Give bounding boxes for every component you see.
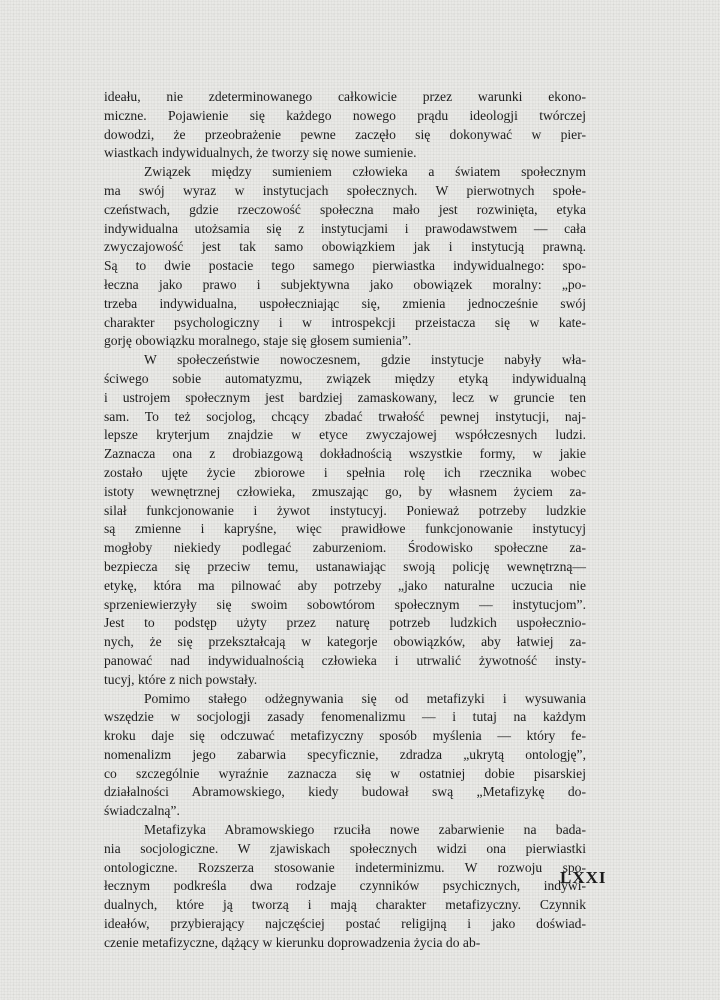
text-line: ściwego sobie automatyzmu, związek między etyką indywidualną	[104, 370, 586, 386]
text-line: łecznym podkreśla dwa rodzaje czynników psychicznych, indywi-	[104, 878, 586, 894]
text-line: sam. To też socjolog, chcący zbadać trwałość pewnej instytucji, naj-	[104, 408, 586, 424]
text-line: silał funkcjonowanie i żywot instytucyj. Ponieważ potrzeby ludzkie	[104, 502, 586, 518]
paragraph	[104, 88, 586, 163]
text-line: zwyczajowość jest tak samo obowiązkiem jak i instytucją prawną.	[104, 239, 586, 255]
text-line: czeństwach, gdzie rzeczowość społeczna mało jest rozwinięta, etyka	[104, 201, 586, 217]
text-line: gorję obowiązku moralnego, staje się głosem sumienia”.	[104, 333, 412, 349]
text-line: łeczna jako prawo i subjektywna jako obowiązek moralny: „po-	[104, 276, 586, 292]
text-line: ideałów, przybierający najczęściej postać religijną i jako doświad-	[104, 916, 586, 932]
text-line: działalności Abramowskiego, kiedy budował swą „Metafizykę do-	[104, 784, 586, 800]
page-number: LXXI	[560, 868, 607, 887]
text-line: nomenalizm jego zabarwia specyficznie, zdradza „ukrytą ontologję”,	[104, 746, 586, 762]
paragraph	[104, 351, 586, 689]
text-line: wszędzie w socjologji zasady fenomenalizmu — i tutaj na każdym	[104, 709, 586, 725]
text-line: Metafizyka Abramowskiego rzuciła nowe zabarwienie na bada-	[144, 822, 586, 838]
text-line: W społeczeństwie nowoczesnem, gdzie instytucje nabyły wła-	[144, 352, 586, 368]
text-line: wiastkach indywidualnych, że tworzy się nowe sumienie.	[104, 145, 417, 161]
text-line: panować nad indywidualnością człowieka i utrwalić żywotność insty-	[104, 652, 586, 668]
text-line: lepsze kryterjum znajdzie w etyce zwyczajowej współczesnych ludzi.	[104, 427, 586, 443]
text-line: świadczalną”.	[104, 803, 180, 819]
text-line: etykę, która ma pilnować aby potrzeby „jako naturalne uczucia nie	[104, 577, 586, 593]
text-line: Jest to podstęp użyty przez naturę potrzeb ludzkich uspołecznio-	[104, 615, 586, 631]
text-line: indywidualna utożsamia się z instytucjami i prawodawstwem — cała	[104, 220, 586, 236]
text-line: nych, że się przekształcają w kategorje obowiązków, aby łatwiej za-	[104, 634, 586, 650]
paragraph	[104, 821, 586, 953]
body-text	[104, 88, 586, 953]
text-line: ma swój wyraz w instytucjach społecznych. W pierwotnych społe-	[104, 182, 586, 198]
text-line: Są to dwie postacie tego samego pierwiastka indywidualnego: spo-	[104, 258, 586, 274]
text-line: charakter psychologiczny i w introspekcji przeistacza się w kate-	[104, 314, 586, 330]
text-line: ontologiczne. Rozszerza stosowanie indeterminizmu. W rozwoju spo-	[104, 859, 586, 875]
paragraph	[104, 163, 586, 351]
text-line: istoty wewnętrznej człowieka, zmuszając go, by własnem życiem za-	[104, 483, 586, 499]
text-line: trzeba indywidualna, uspołeczniając się, zmienia jednocześnie swój	[104, 295, 586, 311]
text-line: co szczególnie wyraźnie zaznacza się w ostatniej dobie pisarskiej	[104, 765, 586, 781]
text-line: tucyj, które z nich powstały.	[104, 671, 258, 687]
text-line: bezpiecza się przeciw temu, ustanawiając swoją policję wewnętrzną—	[104, 558, 586, 574]
text-line: dualnych, które ją tworzą i mają charakter metafizyczny. Czynnik	[104, 897, 586, 913]
text-line: nia socjologiczne. W zjawiskach społecznych widzi ona pierwiastki	[104, 840, 586, 856]
text-line: zostało ujęte życie zbiorowe i spełnia rolę ich rzecznika wobec	[104, 464, 586, 480]
text-line: dowodzi, że przeobrażenie pewne zaczęło się dokonywać w pier-	[104, 126, 586, 142]
text-line: są zmienne i kapryśne, więc prawidłowe funkcjonowanie instytucyj	[104, 521, 586, 537]
text-line: Związek między sumieniem człowieka a światem społecznym	[144, 164, 586, 180]
text-line: Pomimo stałego odżegnywania się od metafizyki i wysuwania	[144, 690, 586, 706]
text-line: Zaznacza ona z drobiazgową dokładnością wszystkie formy, w jakie	[104, 446, 586, 462]
text-line: miczne. Pojawienie się każdego nowego prądu ideologji twórczej	[104, 107, 586, 123]
text-line: i ustrojem społecznym jest bardziej zamaskowany, lecz w gruncie ten	[104, 389, 586, 405]
paragraph	[104, 690, 586, 822]
text-line: mogłoby niekiedy podlegać zaburzeniom. Środowisko społeczne za-	[104, 540, 586, 556]
text-line: sprzeniewierzyły się swoim sobowtórom społecznym — instytucjom”.	[104, 596, 586, 612]
text-line: kroku daje się odczuwać metafizyczny sposób myślenia — który fe-	[104, 728, 586, 744]
text-line: czenie metafizyczne, dążący w kierunku doprowadzenia życia do ab-	[104, 934, 481, 950]
text-line: ideału, nie zdeterminowanego całkowicie przez warunki ekono-	[104, 89, 586, 104]
